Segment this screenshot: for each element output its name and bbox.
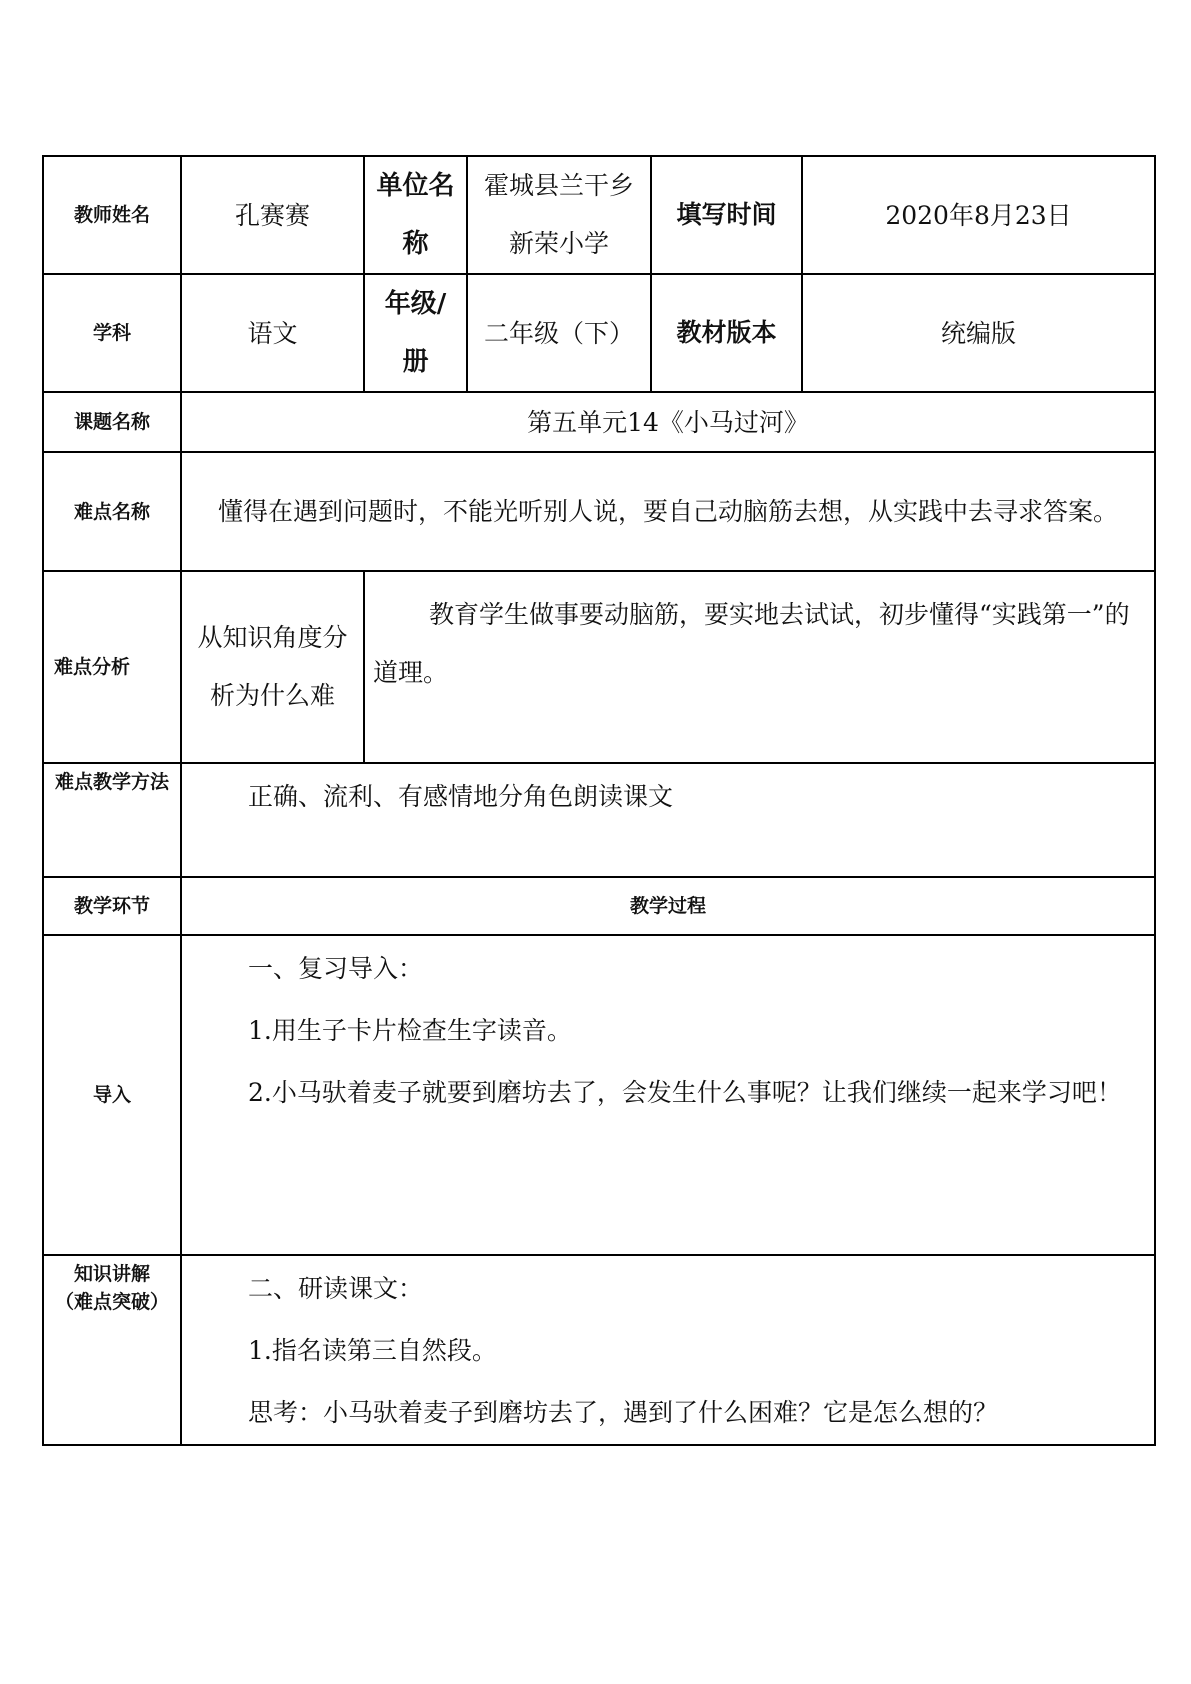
info-row-2 xyxy=(43,274,1155,392)
knowledge-line: 二、研读课文： xyxy=(248,1274,424,1303)
info-row-1 xyxy=(43,156,1155,274)
title-label: 课题名称 xyxy=(43,392,181,452)
intro-row xyxy=(43,935,1155,1255)
difficulty-value: 懂得在遇到问题时，不能光听别人说，要自己动脑筋去想，从实践中去寻求答案。 xyxy=(181,452,1155,571)
stage-header: 教学环节 xyxy=(43,877,181,935)
intro-label: 导入 xyxy=(43,935,181,1255)
edition-label: 教材版本 xyxy=(651,274,802,392)
title-row xyxy=(43,392,1155,452)
subject-label: 学科 xyxy=(43,274,181,392)
process-header-row xyxy=(43,877,1155,935)
method-value: 正确、流利、有感情地分角色朗读课文 xyxy=(181,763,1155,877)
grade-value: 二年级（下） xyxy=(467,274,651,392)
difficulty-label: 难点名称 xyxy=(43,452,181,571)
unit-value: 霍城县兰干乡新荣小学 xyxy=(467,156,651,274)
method-label: 难点教学方法 xyxy=(43,763,181,877)
teacher-label: 教师姓名 xyxy=(43,156,181,274)
edition-value: 统编版 xyxy=(802,274,1155,392)
lesson-plan-document xyxy=(42,155,1154,1446)
knowledge-line: 1.指名读第三自然段。 xyxy=(248,1336,497,1365)
subject-value: 语文 xyxy=(181,274,364,392)
knowledge-content xyxy=(181,1255,1155,1445)
process-header: 教学过程 xyxy=(181,877,1155,935)
analysis-row xyxy=(43,571,1155,763)
knowledge-row xyxy=(43,1255,1155,1445)
knowledge-label-line-1: 知识讲解 xyxy=(73,1263,150,1285)
knowledge-label-line-2: （难点突破） xyxy=(54,1291,169,1313)
method-row xyxy=(43,763,1155,877)
analysis-label: 难点分析 xyxy=(43,571,181,763)
title-value: 第五单元14《小马过河》 xyxy=(181,392,1155,452)
intro-line: 2.小马驮着麦子就要到磨坊去了，会发生什么事呢？让我们继续一起来学习吧！ xyxy=(248,1078,1122,1107)
lesson-plan-table xyxy=(42,155,1156,1446)
intro-line: 1.用生子卡片检查生字读音。 xyxy=(248,1016,572,1045)
difficulty-row xyxy=(43,452,1155,571)
intro-line: 一、复习导入： xyxy=(248,954,424,983)
analysis-sub-label: 从知识角度分析为什么难 xyxy=(181,571,364,763)
knowledge-label xyxy=(43,1255,181,1445)
knowledge-line: 思考：小马驮着麦子到磨坊去了，遇到了什么困难？它是怎么想的？ xyxy=(248,1398,999,1427)
analysis-value: 教育学生做事要动脑筋，要实地去试试，初步懂得“实践第一”的道理。 xyxy=(364,571,1155,763)
date-label: 填写时间 xyxy=(651,156,802,274)
teacher-value: 孔赛赛 xyxy=(181,156,364,274)
grade-label: 年级/册 xyxy=(364,274,467,392)
date-value: 2020年8月23日 xyxy=(802,156,1155,274)
unit-label: 单位名称 xyxy=(364,156,467,274)
intro-content xyxy=(181,935,1155,1255)
